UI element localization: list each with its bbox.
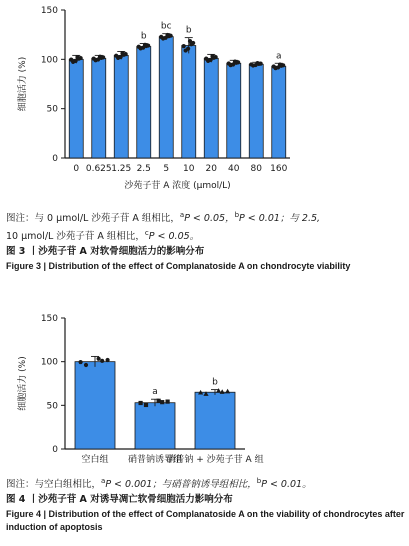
figure-3-note: 图注：与 0 μmol/L 沙苑子苷 A 组相比，$^a$P < 0.05，$^b$P < 0.01；与 2.5, 10 μmol/L 沙苑子苷 A 组相比，$^c$P < 0.05。	[6, 211, 321, 243]
significance-label: b	[185, 25, 192, 36]
x-tick-label: 160	[270, 164, 288, 174]
x-tick-label: 1.25	[111, 164, 132, 174]
figure-4-caption-en: Figure 4 | Distribution of the effect of Complanatoside A on the viability of chondrocytes after induction of apoptosis	[6, 509, 405, 532]
data-point-marker	[159, 35, 163, 39]
figure-3-caption-en: Figure 3 | Distribution of the effect of Complanatoside A on chondrocyte viability	[6, 261, 351, 271]
bar	[69, 59, 83, 158]
x-tick-label: 80	[250, 164, 262, 174]
data-point-marker	[216, 388, 221, 393]
data-point-marker	[272, 64, 276, 68]
data-point-marker	[227, 61, 231, 65]
data-point-marker	[92, 56, 96, 60]
bar	[227, 63, 241, 158]
y-tick-label: 0	[52, 445, 58, 455]
data-point-marker	[254, 63, 258, 67]
bar	[92, 58, 106, 158]
x-tick-label: 0	[73, 164, 80, 174]
bar	[135, 403, 175, 449]
data-point-marker	[100, 359, 104, 363]
y-axis-label: 细胞活力 (%)	[18, 56, 28, 112]
bar	[114, 55, 128, 158]
data-point-marker	[160, 400, 164, 404]
data-point-marker	[249, 62, 253, 66]
x-tick-label: 0.625	[85, 164, 112, 174]
x-tick-label: 硝普钠 + 沙苑子苷 A 组	[166, 455, 264, 465]
x-tick-label: 20	[205, 164, 217, 174]
x-tick-label: 10	[183, 164, 195, 174]
significance-label: b	[140, 31, 147, 42]
significance-label: a	[275, 51, 282, 62]
bar	[204, 58, 218, 158]
bar	[272, 66, 286, 158]
significance-label: a	[152, 387, 158, 398]
data-point-marker	[189, 42, 193, 46]
data-point-marker	[97, 357, 101, 361]
significance-label: bc	[160, 21, 172, 32]
x-tick-label: 2.5	[136, 164, 151, 174]
y-tick-label: 0	[52, 154, 58, 164]
data-point-marker	[79, 360, 83, 364]
data-point-marker	[106, 358, 110, 362]
y-axis-label: 细胞活力 (%)	[18, 356, 28, 411]
data-point-marker	[164, 36, 168, 40]
data-point-marker	[137, 45, 141, 49]
x-axis-label: 沙苑子苷 A 浓度 (μmol/L)	[124, 181, 231, 191]
figure-4-chart	[0, 312, 409, 472]
x-tick-label: 硝普钠诱导组	[127, 455, 183, 465]
data-point-marker	[141, 46, 145, 50]
bar	[182, 46, 196, 158]
data-point-marker	[139, 401, 143, 405]
data-point-marker	[182, 44, 186, 48]
y-tick-label: 150	[40, 6, 58, 16]
bar	[137, 47, 151, 158]
bar	[75, 362, 115, 449]
x-tick-label: 5	[163, 164, 170, 174]
data-point-marker	[186, 47, 190, 51]
data-point-marker	[204, 57, 208, 61]
y-tick-label: 100	[40, 55, 58, 66]
figure-3-caption-cn: 图 3 丨沙苑子苷 A 对软骨细胞活力的影响分布	[6, 246, 205, 257]
y-tick-label: 50	[46, 104, 58, 115]
x-tick-label: 40	[228, 164, 240, 174]
bar	[159, 37, 173, 158]
bar	[249, 64, 263, 158]
data-point-marker	[209, 58, 213, 62]
figure-4-note: 图注：与空白组相比，$^a$P < 0.001；与硝普钠诱导组相比，$^b$P < 0.01。	[6, 477, 312, 491]
data-point-marker	[157, 399, 161, 403]
data-point-marker	[144, 403, 148, 407]
figure-3-chart	[0, 0, 409, 205]
data-point-marker	[119, 55, 123, 59]
y-tick-label: 50	[46, 401, 58, 412]
data-point-marker	[69, 58, 73, 62]
bar	[195, 392, 235, 449]
data-point-marker	[96, 57, 100, 61]
y-tick-label: 100	[40, 357, 58, 368]
data-point-marker	[231, 62, 235, 66]
significance-label: b	[212, 377, 218, 388]
data-point-marker	[166, 399, 170, 403]
x-tick-label: 空白组	[81, 455, 109, 465]
data-point-marker	[114, 54, 118, 58]
y-tick-label: 150	[40, 314, 58, 324]
data-point-marker	[84, 363, 88, 367]
data-point-marker	[276, 65, 280, 69]
figure-4-caption-cn: 图 4 丨沙苑子苷 A 对诱导凋亡软骨细胞活力影响分布	[6, 494, 233, 505]
data-point-marker	[74, 59, 78, 63]
data-point-marker	[225, 389, 230, 394]
